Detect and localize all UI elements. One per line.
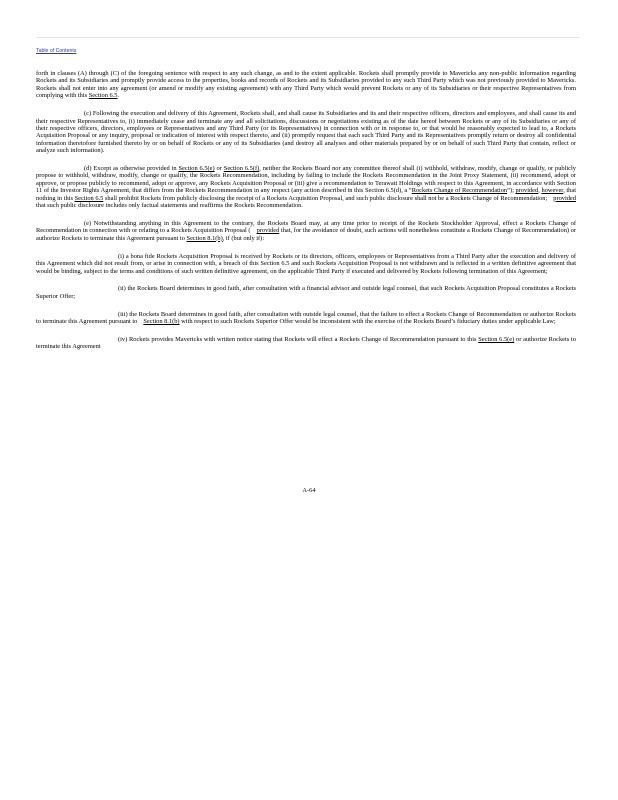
provided-term: provided xyxy=(515,187,539,195)
paragraph-c: (c) Following the execution and delivery of this Agreement, Rockets shall, and shall cause its Subsidiaries and its and their respective officers, directors and employees, and shall cause its and their respective Representatives to, (i) immediately cease and terminate any and all solicitations, discussions or negotiations existing as of the date hereof between Rockets or any of its Subsidiaries or any of their respective officers, directors, employees or Representatives and any Third Party (or its Representatives) in connection with or in response to, or that would be reasonably expected to lead to, a Rockets Acquisition Proposal or any inquiry, proposal or indication of interest with respect thereto, and (ii) promptly request that each such Third Party and its Representatives promptly return or destroy all confidential information theretofore furnished thereto by or on behalf of Rockets or any of its Subsidiaries (and destroy all analyses and other materials prepared by or on behalf of such Third Party that contain, reflect or analyze such information). xyxy=(36,110,576,155)
section-ref-link[interactable]: Section 8.1(b) xyxy=(143,318,180,326)
paragraph-d: (d) Except as otherwise provided in Section 6.5(e) or Section 6.5(f), neither the Rockets Board nor any committee thereof shall (i) withhold, withdraw, modify, change or qualify, or publicly propose to withhold, withdraw, modify, change or qualify, the Rockets Recommendation, including by failing to include the Rockets Recommendation in the Joint Proxy Statement, (ii) recommend, adopt or approve, or propose publicly to recommend, adopt or approve, any Rockets Acquisition Proposal or (iii) give a recommendation to Terawatt Holdings with respect to this Agreement, in accordance with Section 11 of the Investor Rights Agreement, that differs from the Rockets Recommendation in any respect (any action described in this Section 6.5(d), a “Rockets Change of Recommendation”); provided, however, that nothing in this Section 6.5 shall prohibit Rockets from publicly disclosing the receipt of a Rockets Acquisition Proposal, and such public disclosure shall not be a Rockets Change of Recommendation; provided that such public disclosure includes only factual statements and reaffirms the Rockets Recommendation. xyxy=(36,165,576,210)
paragraph-e-iii: (iii) the Rockets Board determines in good faith, after consultation with outside legal counsel, that the failure to effect a Rockets Change of Recommendation or authorize Rockets to terminate this Agreement pursuant to Section 8.1(b) with respect to such Rockets Superior Offer would be inconsistent with the exercise of the Rockets Board’s fiduciary duties under applicable Law; xyxy=(36,310,576,326)
however-term: however xyxy=(541,187,564,195)
section-ref-link[interactable]: Section 8.1(b) xyxy=(186,234,223,242)
provided-term: provided xyxy=(553,194,576,202)
section-ref-link[interactable]: Section 6.5(f) xyxy=(223,165,260,173)
header-rule xyxy=(36,37,580,38)
paragraph-e-ii: (ii) the Rockets Board determines in good faith, after consultation with a financial advisor and outside legal counsel, that such Rockets Acquisition Proposal constitutes a Rockets Superior Offer; xyxy=(36,285,576,300)
document-body xyxy=(36,70,576,361)
section-ref-link[interactable]: Section 6.5(e) xyxy=(478,336,515,344)
defined-term: Rockets Change of Recommendation xyxy=(411,187,508,195)
page-number: A-64 xyxy=(302,487,316,494)
paragraph-e-iv: (iv) Rockets provides Mavericks with written notice stating that Rockets will effect a Rockets Change of Recommendation pursuant to this Section 6.5(e) or authorize Rockets to terminate this Agreement xyxy=(36,336,576,351)
section-ref-link[interactable]: Section 6.5 xyxy=(74,194,104,202)
section-ref-link[interactable]: Section 6.5 xyxy=(88,92,118,100)
section-ref-link[interactable]: Section 6.5(e) xyxy=(178,165,215,173)
table-of-contents-link[interactable]: Table of Contents xyxy=(36,48,77,54)
paragraph-continuation: forth in clauses (A) through (C) of the foregoing sentence with respect to any such change, as and to the extent applicable. Rockets shall promptly provide to Mavericks any non-public information regarding Rockets and its Subsidiaries and promptly provide access to the properties, books and records of Rockets and its Subsidiaries provided to any such Third Party which was not previously provided to Mavericks. Rockets shall not enter into any agreement (or amend or modify any existing agreement) with any Third Party which would prevent Rockets or any of its Subsidiaries or their respective Representatives from complying with this Section 6.5. xyxy=(36,70,576,100)
provided-term: provided xyxy=(256,227,280,235)
paragraph-e: (e) Notwithstanding anything in this Agreement to the contrary, the Rockets Board may, at any time prior to receipt of the Rockets Stockholder Approval, effect a Rockets Change of Recommendation in connection with or relating to a Rockets Acquisition Proposal ( provided that, for the avoidance of doubt, such actions will nonetheless constitute a Rockets Change of Recommendation) or authorize Rockets to terminate this Agreement pursuant to Section 8.1(b), if (but only if): xyxy=(36,220,576,242)
paragraph-e-i: (i) a bona fide Rockets Acquisition Proposal is received by Rockets or its directors, officers, employees or Representatives from a Third Party after the execution and delivery of this Agreement which did not result from, or arise in connection with, a breach of this Section 6.5 and such Rockets Acquisition Proposal is not withdrawn and is reflected in a written definitive agreement that would be binding, subject to the terms and conditions of such written definitive agreement, on the applicable Third Party if executed and delivered by Rockets following termination of this Agreement; xyxy=(36,252,576,275)
